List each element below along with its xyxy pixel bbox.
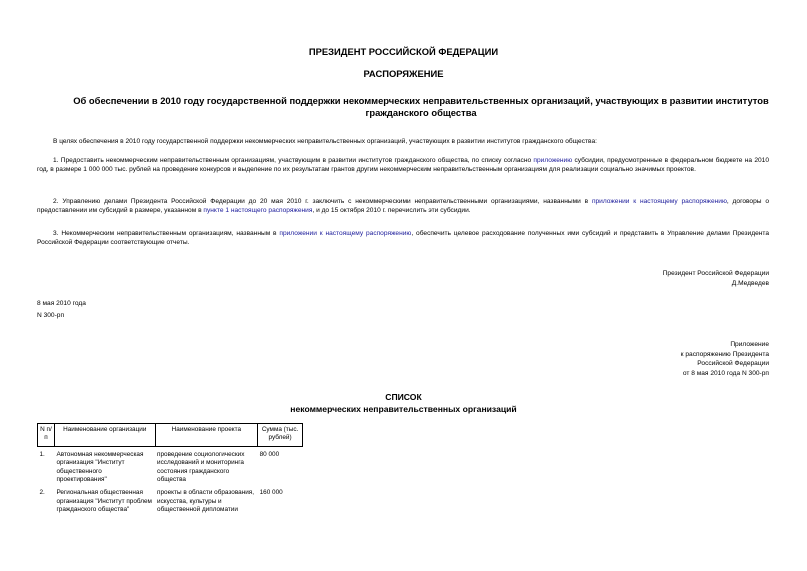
organizations-table xyxy=(37,423,303,516)
appendix-line-2: к распоряжению Президента xyxy=(680,350,769,358)
row-project: проведение социологических исследований и мониторинга состояния гражданского общества xyxy=(157,450,245,484)
list-subtitle: некоммерческих неправительственных организаций xyxy=(290,404,517,414)
row-number: 1. xyxy=(39,450,45,458)
paragraph-2 xyxy=(37,198,769,215)
column-header-sum: Сумма (тыс. рублей) xyxy=(258,424,303,447)
row-project: проекты в области образования, искусства, культуры и общественной дипломатии xyxy=(157,489,255,514)
table-row xyxy=(38,446,303,485)
signature-position: Президент Российской Федерации xyxy=(662,270,769,277)
signature-block xyxy=(663,270,769,288)
appendix-line-1: Приложение xyxy=(730,341,769,348)
row-organization: Автономная некоммерческая организация "Институт общественного проектирования" xyxy=(56,450,144,484)
row-number: 2. xyxy=(39,489,45,497)
document-number: N 300-рп xyxy=(37,311,65,319)
appendix-order-link-2[interactable]: приложении к настоящему распоряжению xyxy=(279,230,412,237)
column-header-number: N п/п xyxy=(38,424,55,447)
paragraph-1-text-a: 1. Предоставить некоммерческим неправительственным организациям, участвующим в развитии институтов гражданского общества, по списку согласно xyxy=(53,157,534,164)
paragraph-1-text-b: субсидии, предусмотренные в федеральном бюджете на 2010 год, в размере 1 000 000 тыс. рублей на проведение конкурсов и выделение по их результатам грантов другим некоммерческим неправительственным организациям для реализации социально значимых проектов. xyxy=(37,157,769,173)
paragraph-3 xyxy=(37,230,769,247)
paragraph-2-text-b: , договоры о предоставлении им субсидий в размере, указанном в xyxy=(37,198,769,214)
table-row xyxy=(38,485,303,515)
paragraph-2-text-a: 2. Управлению делами Президента Российской Федерации до 20 мая 2010 г. заключить с некоммерческими неправительственными организациями, названными в xyxy=(53,198,592,205)
column-header-organization: Наименование организации xyxy=(54,424,155,447)
appendix-header xyxy=(681,340,769,378)
paragraph-2-text-c: , и до 15 октября 2010 г. перечислить эти субсидии. xyxy=(312,206,471,214)
appendix-line-3: Российской Федерации xyxy=(697,360,769,368)
table-header-row xyxy=(38,424,303,447)
row-sum: 80 000 xyxy=(259,450,280,458)
document-date: 8 мая 2010 года xyxy=(37,300,86,307)
column-header-project: Наименование проекта xyxy=(155,424,258,447)
paragraph-1 xyxy=(37,157,769,174)
document-title: Об обеспечении в 2010 году государственной поддержки некоммерческих неправительственных организаций, участвующих в развитии институтов гражданского общества xyxy=(73,95,769,118)
clause-1-link[interactable]: пункте 1 настоящего распоряжения xyxy=(203,206,313,214)
document-date-number xyxy=(37,300,86,320)
row-organization: Региональная общественная организация "Институт проблем гражданского общества" xyxy=(56,489,152,514)
paragraph-3-text-b: , обеспечить целевое расходование полученных ими субсидий и представить в Управление делами Президента Российской Федерации соответствующие отчеты. xyxy=(37,230,769,246)
signature-name: Д.Медведев xyxy=(731,279,769,287)
list-title: СПИСОК xyxy=(385,392,422,402)
document-type: РАСПОРЯЖЕНИЕ xyxy=(363,68,444,79)
paragraph-3-text-a: 3. Некоммерческим неправительственным организациям, названным в xyxy=(53,230,280,237)
appendix-link[interactable]: приложению xyxy=(533,157,573,164)
preamble-paragraph: В целях обеспечения в 2010 году государственной поддержки некоммерческих неправительственных организаций, участвующих в развитии институтов гражданского общества: xyxy=(53,138,597,145)
appendix-order-link[interactable]: приложении к настоящему распоряжению xyxy=(591,198,727,205)
document-authority: ПРЕЗИДЕНТ РОССИЙСКОЙ ФЕДЕРАЦИИ xyxy=(308,46,499,57)
row-sum: 160 000 xyxy=(259,489,283,497)
appendix-line-4: от 8 мая 2010 года N 300-рп xyxy=(682,369,769,377)
